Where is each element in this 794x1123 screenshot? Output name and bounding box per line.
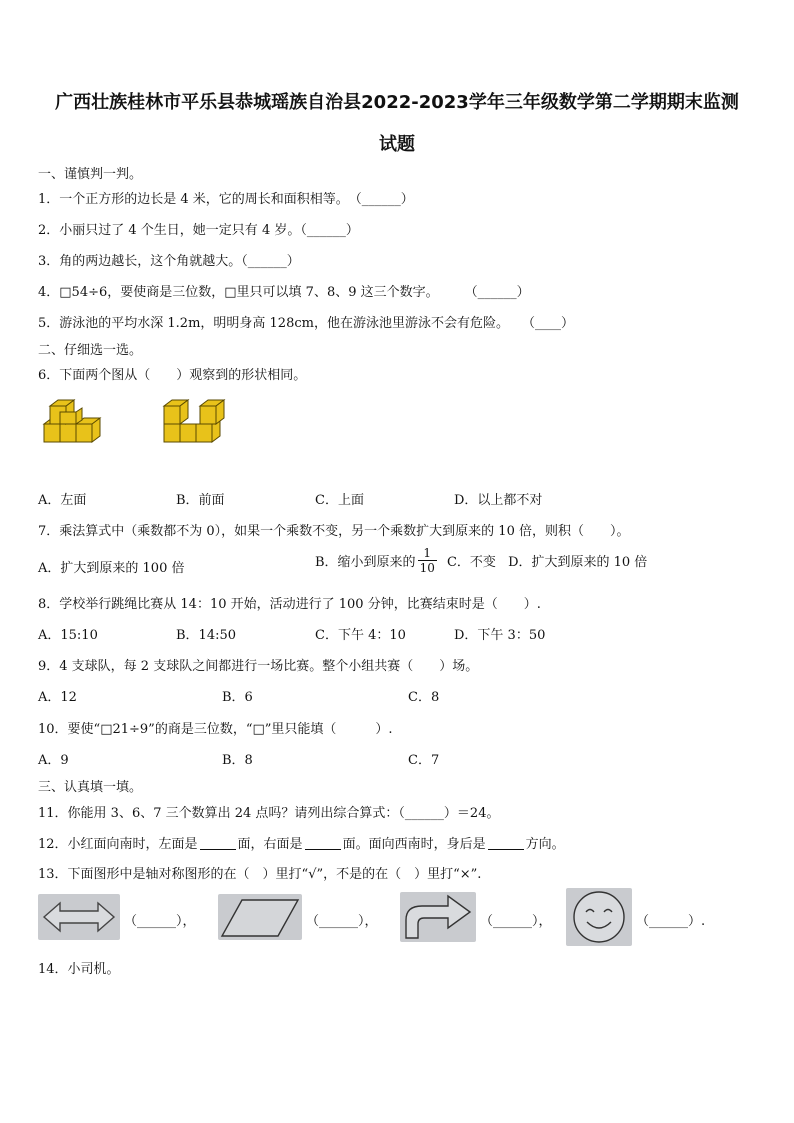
q7-option-a: A．扩大到原来的 100 倍 (38, 561, 185, 576)
question-4: 4．□54÷6，要使商是三位数，□里只可以填 7、8、9 这三个数字。 （______） (38, 285, 530, 300)
q12-part-1: 12．小红面向南时，左面是 (38, 837, 198, 852)
q6-option-c: C．上面 (315, 493, 364, 508)
parallelogram-icon (218, 894, 302, 940)
q12-blank-3 (488, 837, 524, 850)
fraction-denominator: 10 (419, 561, 435, 575)
question-3: 3．角的两边越长，这个角就越大。（______） (38, 254, 300, 269)
q13-blank-2: （______）， (306, 914, 378, 929)
q12-blank-2 (305, 837, 341, 850)
question-10: 10．要使“□21÷9”的商是三位数，“□”里只能填（ ）. (38, 722, 393, 737)
q13-blank-1: （______）， (124, 914, 196, 929)
q9-option-a: A．12 (38, 690, 77, 705)
question-2: 2．小丽只过了 4 个生日，她一定只有 4 岁。（______） (38, 223, 359, 238)
q7-option-b (315, 546, 647, 575)
q6-option-a: A．左面 (38, 493, 87, 508)
question-9: 9．4 支球队，每 2 支球队之间都进行一场比赛。整个小组共赛（ ）场。 (38, 659, 479, 674)
section-3-heading: 三、认真填一填。 (38, 780, 143, 795)
question-7: 7．乘法算式中（乘数都不为 0），如果一个乘数不变，另一个乘数扩大到原来的 10 倍，则积（ ）。 (38, 524, 630, 539)
q10-option-b: B．8 (222, 753, 253, 768)
question-5: 5．游泳池的平均水深 1.2m，明明身高 128cm，他在游泳池里游泳不会有危险。 （____） (38, 316, 574, 331)
q6-option-d: D．以上都不对 (454, 493, 543, 508)
question-11: 11．你能用 3、6、7 三个数算出 24 点吗？请列出综合算式：（______）＝24。 (38, 806, 500, 821)
page-title-line2: 试题 (379, 134, 415, 155)
fraction (418, 546, 437, 575)
q13-blank-3: （______）， (480, 914, 552, 929)
section-2-heading: 二、仔细选一选。 (38, 343, 143, 358)
question-1: 1．一个正方形的边长是 4 米，它的周长和面积相等。 （______） (38, 192, 414, 207)
question-14: 14．小司机。 (38, 962, 120, 977)
q8-option-c: C．下午 4：10 (315, 628, 406, 643)
q7-option-c: C．不变 (446, 555, 496, 570)
q13-blank-4: （______）. (636, 914, 706, 929)
q12-blank-1 (200, 837, 236, 850)
cube-stack-icon (44, 400, 100, 442)
q13-photo-parallelogram (218, 894, 302, 940)
q9-option-c: C．8 (408, 690, 440, 705)
q13-photo-turn-arrow (400, 892, 476, 942)
q7-option-b-text: B．缩小到原来的 (315, 555, 416, 570)
q8-option-d: D．下午 3：50 (454, 628, 546, 643)
page-title-line1: 广西壮族桂林市平乐县恭城瑶族自治县2022-2023学年三年级数学第二学期期末监测 (55, 92, 739, 113)
question-12 (38, 833, 565, 852)
smiley-face-icon (566, 888, 632, 946)
q8-option-a: A．15:10 (38, 628, 98, 643)
q13-photo-double-arrow (38, 894, 120, 940)
cube-stack-icon (164, 400, 224, 442)
q8-option-b: B．14:50 (176, 628, 237, 643)
double-arrow-icon (38, 894, 120, 940)
q6-option-b: B．前面 (176, 493, 225, 508)
q12-part-3: 面。面向西南时，身后是 (342, 837, 486, 852)
question-6: 6．下面两个图从（ ）观察到的形状相同。 (38, 368, 307, 383)
fraction-numerator: 1 (418, 546, 437, 561)
q12-part-2: 面，右面是 (237, 837, 303, 852)
question-8: 8．学校举行跳绳比赛从 14：10 开始，活动进行了 100 分钟，比赛结束时是（ ）. (38, 597, 541, 612)
cube-figure-right (160, 394, 226, 444)
q13-photo-smiley (566, 888, 632, 946)
q9-option-b: B．6 (222, 690, 253, 705)
q12-part-4: 方向。 (525, 837, 565, 852)
q7-option-d: D．扩大到原来的 10 倍 (508, 555, 648, 570)
section-1-heading: 一、谨慎判一判。 (38, 167, 143, 182)
q10-option-c: C．7 (408, 753, 440, 768)
question-13: 13．下面图形中是轴对称图形的在（ ）里打“√”，不是的在（ ）里打“×”. (38, 867, 482, 882)
turn-right-arrow-icon (400, 892, 476, 942)
cube-figure-left (40, 394, 104, 444)
q10-option-a: A．9 (38, 753, 69, 768)
